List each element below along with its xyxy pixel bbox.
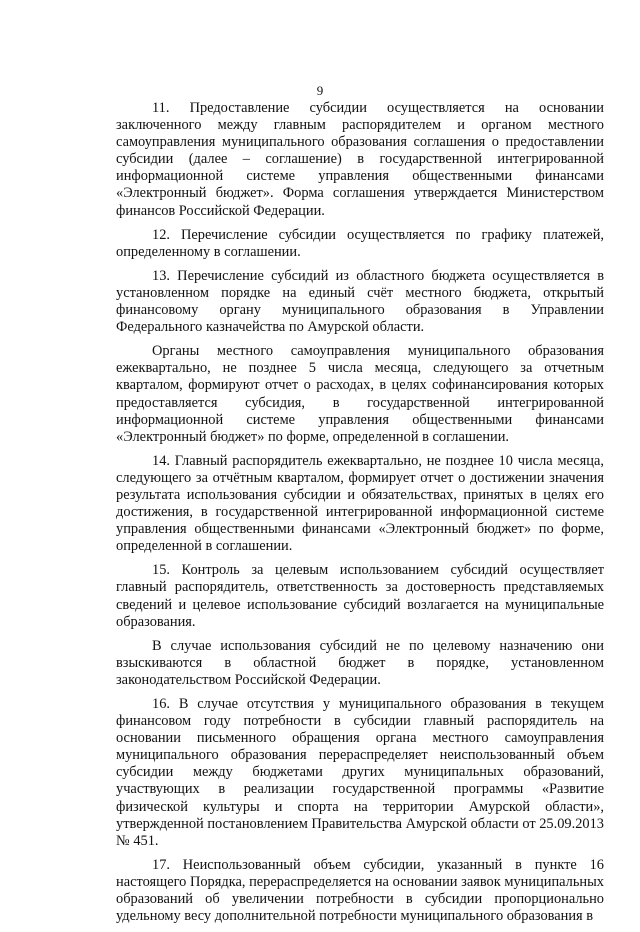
paragraph-15: 15. Контроль за целевым использованием субсидий осуществляет главный распорядитель, ответственность за достоверность представляемых сведений и целевое использование субсидий возлагается на муниципальные образования.	[116, 562, 604, 630]
paragraph-13-reporting: Органы местного самоуправления муниципального образования ежеквартально, не позднее 5 числа месяца, следующего за отчетным кварталом, формируют отчет о расходах, в целях софинансирования которых предоставляется субсидия, в государственной интегрированной информационной системе управления общественными финансами «Электронный бюджет» по форме, определенной в соглашении.	[116, 343, 604, 445]
page-number: 9	[316, 83, 324, 98]
paragraph-17: 17. Неиспользованный объем субсидии, указанный в пункте 16 настоящего Порядка, перераспределяется на основании заявок муниципальных образований об увеличении потребности в субсидии пропорционально удельному весу дополнительной потребности муниципального образования в	[116, 856, 604, 925]
paragraph-14: 14. Главный распорядитель ежеквартально, не позднее 10 числа месяца, следующего за отчётным кварталом, формирует отчет о достижении значения результата использования субсидии и обязательствах, принятых в целях его достижения, в государственной интегрированной информационной системе управления общественными финансами «Электронный бюджет» по форме, определенной в соглашении.	[116, 452, 604, 555]
paragraph-12: 12. Перечисление субсидии осуществляется по графику платежей, определенному в соглашении.	[116, 226, 604, 260]
paragraph-15-misuse: В случае использования субсидий не по целевому назначению они взыскиваются в областной бюджет в порядке, установленном законодательством Российской Федерации.	[116, 637, 604, 688]
paragraph-13: 13. Перечисление субсидий из областного бюджета осуществляется в установленном порядке на единый счёт местного бюджета, открытый финансовому органу муниципального образования в Управлении Федерального казначейства по Амурской области.	[116, 267, 604, 336]
paragraph-16: 16. В случае отсутствия у муниципального образования в текущем финансовом году потребности в субсидии главный распорядитель на основании письменного обращения органа местного самоуправления муниципального образования перераспределяет неиспользованный объем субсидии между бюджетами других муниципальных образований, участвующих в реализации государственной программы «Развитие физической культуры и спорта на территории Амурской области», утвержденной постановлением Правительства Амурской области от 25.09.2013 № 451.	[116, 696, 604, 849]
paragraph-11: 11. Предоставление субсидии осуществляется на основании заключенного между главным распорядителем и органом местного самоуправления муниципального образования соглашения о предоставлении субсидии (далее – соглашение) в государственной интегрированной информационной системе управления общественными финансами «Электронный бюджет». Форма соглашения утверждается Министерством финансов Российской Федерации.	[116, 100, 604, 219]
document-body	[116, 100, 604, 932]
